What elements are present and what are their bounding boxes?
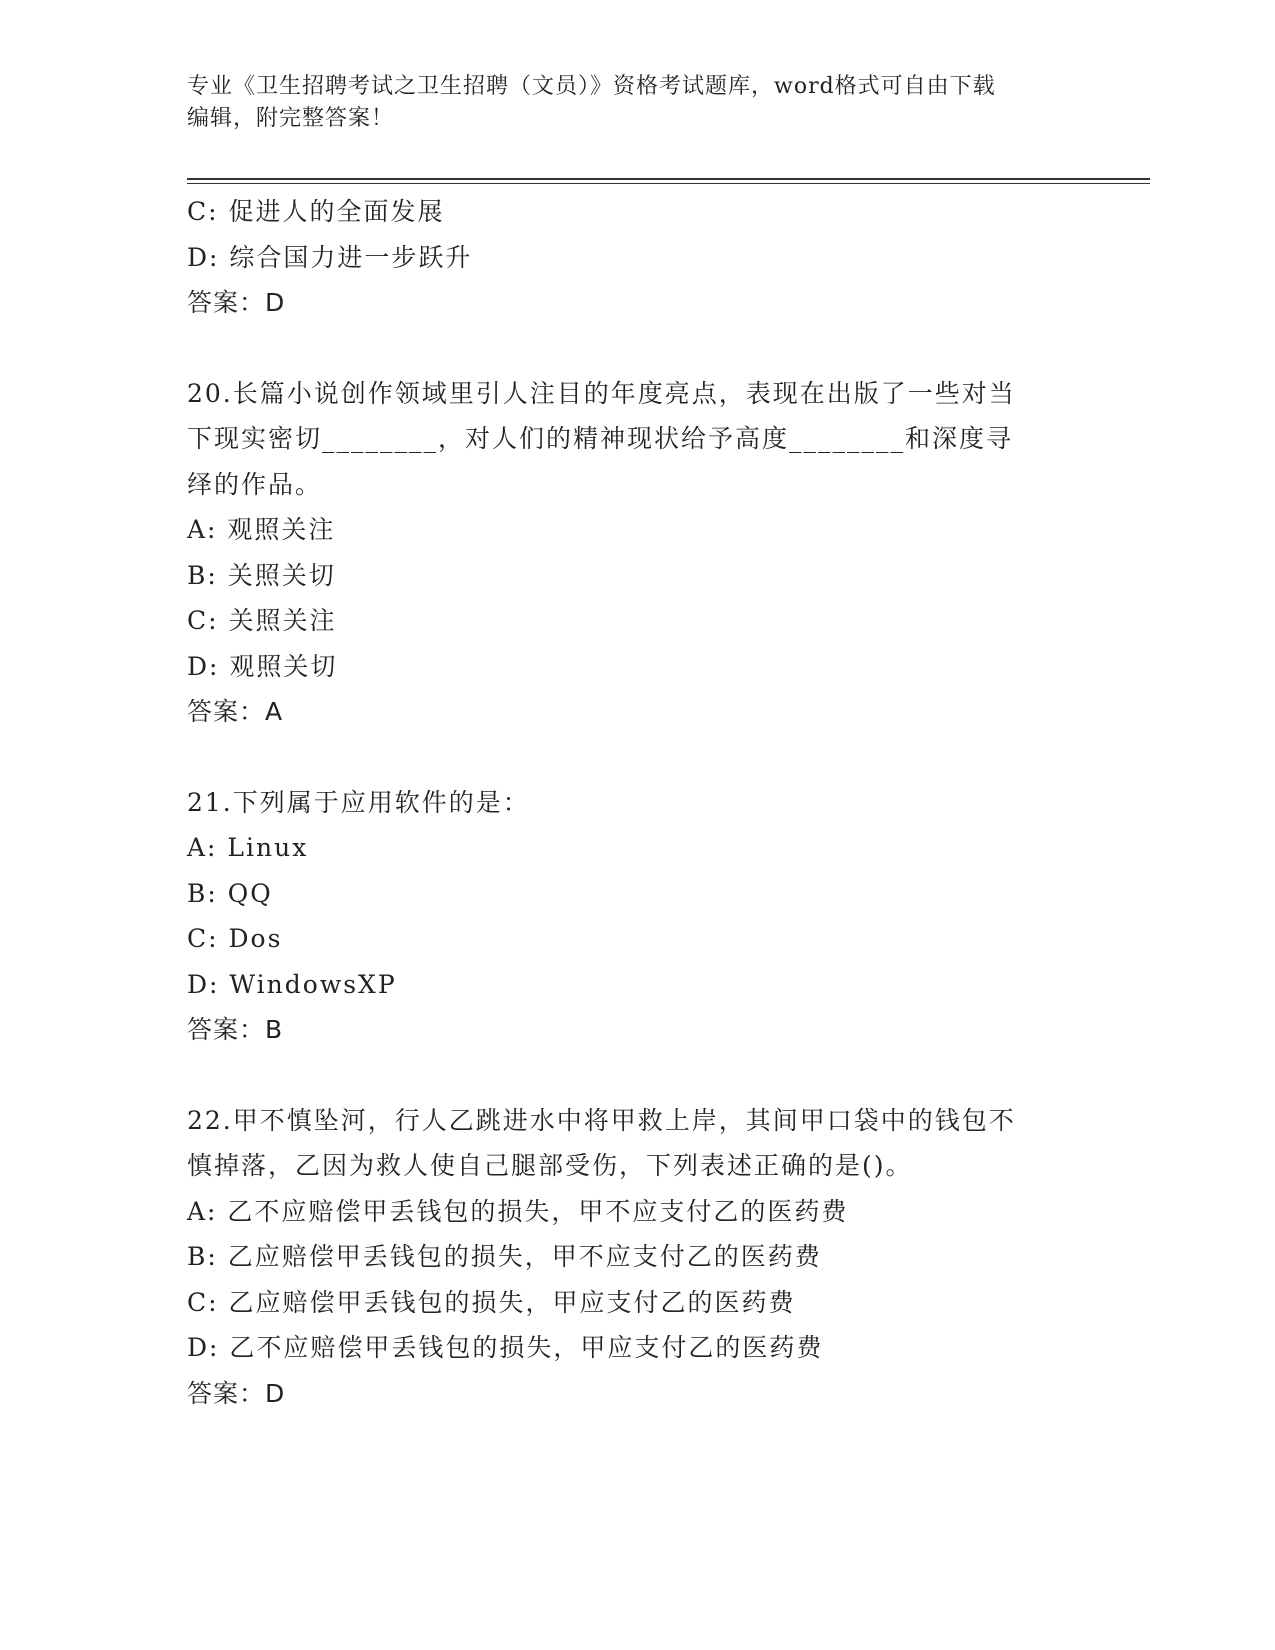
header-line-2: 编辑，附完整答案！ [187,106,395,131]
question-stem-line: 慎掉落，乙因为救人使自己腿部受伤，下列表述正确的是()。 [187,1151,913,1180]
question-stem-line: 21.下列属于应用软件的是： [187,787,530,817]
spacer [187,735,1087,780]
answer-line: 答案：B [187,1015,284,1044]
spacer [187,1053,1087,1098]
option-a: A: 观照关注 [187,515,336,544]
option-d: D: WindowsXP [187,969,397,999]
question-stem-line: 20.长篇小说创作领域里引人注目的年度亮点，表现在出版了一些对当 [187,378,1016,408]
option-a: A: 乙不应赔偿甲丢钱包的损失，甲不应支付乙的医药费 [187,1196,849,1226]
option-b: B: 乙应赔偿甲丢钱包的损失，甲不应支付乙的医药费 [187,1242,822,1271]
question-list [187,189,1087,1416]
option-d: D: 乙不应赔偿甲丢钱包的损失，甲应支付乙的医药费 [187,1333,824,1362]
header-divider-thin [187,183,1150,184]
question-20 [187,371,1087,735]
question-22 [187,1098,1087,1417]
option-d: D: 观照关切 [187,651,338,681]
question-19-tail [187,189,1087,326]
answer-line: 答案：A [187,697,284,726]
option-c: C: 关照关注 [187,606,337,635]
header-line-1: 专业《卫生招聘考试之卫生招聘（文员）》资格考试题库，word格式可自由下载 [187,74,996,99]
option-b: B: QQ [187,878,273,908]
option-b: B: 关照关切 [187,560,336,590]
header-divider-thick [187,178,1150,180]
question-21 [187,780,1087,1053]
question-stem-line: 22.甲不慎坠河，行人乙跳进水中将甲救上岸，其间甲口袋中的钱包不 [187,1105,1016,1135]
option-a: A: Linux [187,833,309,862]
question-stem-line: 下现实密切________，对人们的精神现状给予高度________和深度寻 [187,424,1014,453]
option-c: C: 促进人的全面发展 [187,197,445,226]
option-c: C: 乙应赔偿甲丢钱包的损失，甲应支付乙的医药费 [187,1287,796,1317]
spacer [187,326,1087,371]
option-d: D: 综合国力进一步跃升 [187,242,473,272]
question-stem-line: 绎的作品。 [187,469,323,499]
answer-line: 答案：D [187,1378,286,1408]
page-header [187,71,1087,135]
option-c: C: Dos [187,924,283,953]
answer-line: 答案：D [187,288,286,317]
